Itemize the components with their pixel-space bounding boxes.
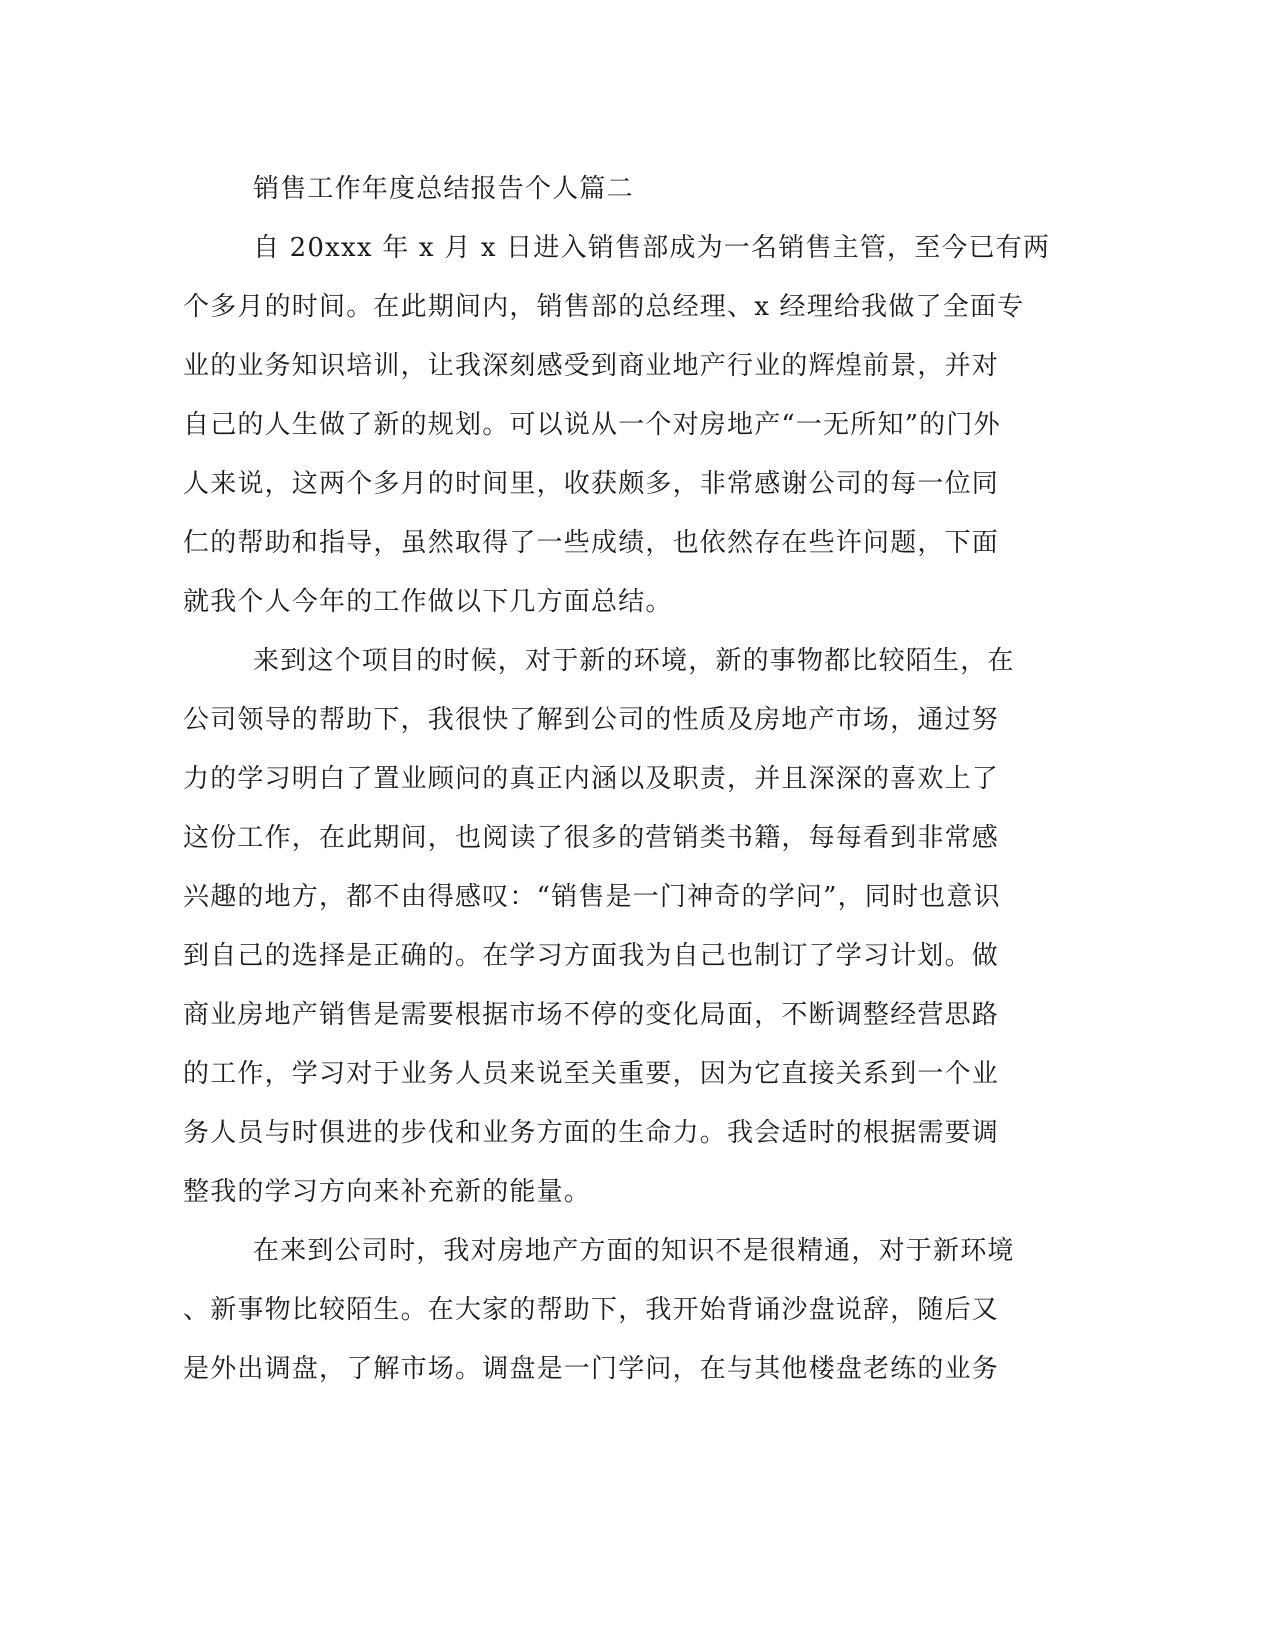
paragraph-line: 公司领导的帮助下，我很快了解到公司的性质及房地产市场，通过努 — [183, 705, 1000, 735]
paragraph-3 — [183, 1222, 1033, 1399]
paragraph-1 — [183, 219, 1051, 632]
paragraph-line: 自 20xxx 年 x 月 x 日进入销售部成为一名销售主管，至今已有两 — [253, 233, 1051, 263]
paragraph-line: 整我的学习方向来补充新的能量。 — [183, 1177, 592, 1207]
paragraph-line: 的工作，学习对于业务人员来说至关重要，因为它直接关系到一个业 — [183, 1059, 1000, 1089]
paragraph-line: 兴趣的地方，都不由得感叹：“销售是一门神奇的学问”，同时也意识 — [183, 882, 1001, 912]
paragraph-line: 务人员与时俱进的步伐和业务方面的生命力。我会适时的根据需要调 — [183, 1118, 1000, 1148]
paragraph-line: 人来说，这两个多月的时间里，收获颇多，非常感谢公司的每一位同 — [183, 469, 1000, 499]
paragraph-line: 个多月的时间。在此期间内，销售部的总经理、x 经理给我做了全面专 — [183, 292, 1025, 322]
paragraph-line: 到自己的选择是正确的。在学习方面我为自己也制订了学习计划。做 — [183, 941, 1000, 971]
paragraph-line: 这份工作，在此期间，也阅读了很多的营销类书籍，每每看到非常感 — [183, 823, 1000, 853]
paragraph-2 — [183, 632, 1033, 1222]
paragraph-line: 来到这个项目的时候，对于新的环境，新的事物都比较陌生，在 — [253, 646, 1015, 676]
paragraph-line: 仁的帮助和指导，虽然取得了一些成绩，也依然存在些许问题，下面 — [183, 528, 1000, 558]
paragraph-line: 是外出调盘，了解市场。调盘是一门学问，在与其他楼盘老练的业务 — [183, 1354, 1000, 1384]
paragraph-line: 自己的人生做了新的规划。可以说从一个对房地产“一无所知”的门外 — [183, 410, 1001, 440]
paragraph-line: 在来到公司时，我对房地产方面的知识不是很精通，对于新环境 — [253, 1236, 1015, 1266]
document-title: 销售工作年度总结报告个人篇二 — [253, 174, 634, 204]
document-body — [183, 160, 1051, 1399]
paragraph-line: 力的学习明白了置业顾问的真正内涵以及职责，并且深深的喜欢上了 — [183, 764, 1000, 794]
paragraph-line: 、新事物比较陌生。在大家的帮助下，我开始背诵沙盘说辞，随后又 — [183, 1295, 1000, 1325]
paragraph-line: 商业房地产销售是需要根据市场不停的变化局面，不断调整经营思路 — [183, 1000, 1000, 1030]
paragraph-line: 就我个人今年的工作做以下几方面总结。 — [183, 587, 673, 617]
paragraph-line: 业的业务知识培训，让我深刻感受到商业地产行业的辉煌前景，并对 — [183, 351, 1000, 381]
